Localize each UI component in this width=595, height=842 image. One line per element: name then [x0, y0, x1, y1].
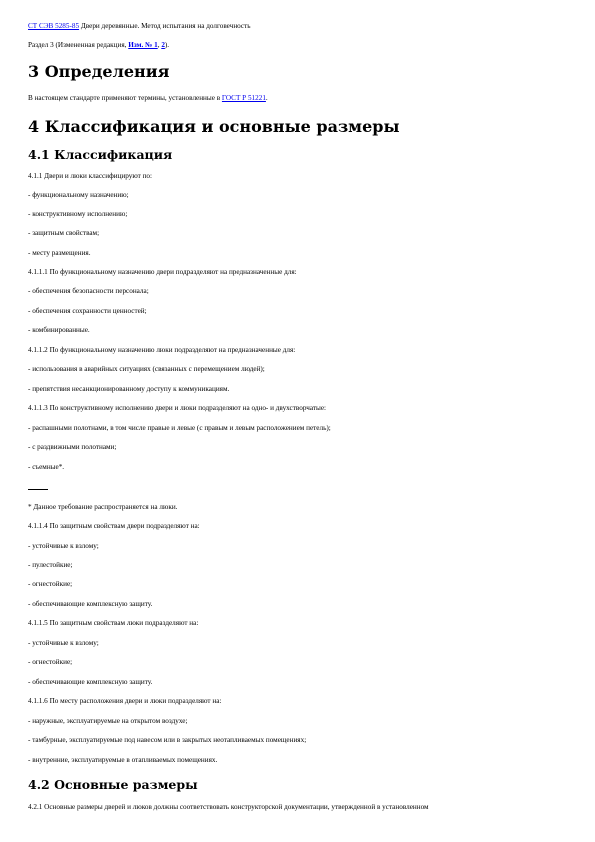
paragraph-line: - тамбурные, эксплуатируемые под навесом или в закрытых неотапливаемых помещениях; [28, 736, 307, 744]
gost-link[interactable]: ГОСТ Р 51221 [221, 94, 266, 102]
doc-reference-link[interactable]: СТ СЭВ 5285-85 [28, 22, 80, 30]
paragraph-line: 4.1.1 Двери и люки классифицируют по: [28, 172, 153, 180]
footnote: * Данное требование распространяется на люки. [28, 503, 178, 511]
section-4-heading: 4 Классификация и основные размеры [28, 117, 400, 136]
paragraph-line: 4.1.1.1 По функциональному назначению двери подразделяют на предназначенные для: [28, 268, 297, 276]
footnote-divider [28, 489, 48, 490]
amendment-separator: , [157, 41, 162, 49]
doc-reference-title: Двери деревянные. Метод испытания на долговечность [80, 22, 251, 30]
paragraph-line: - обеспечения безопасности персонала; [28, 287, 149, 295]
paragraph-line: - с раздвижными полотнами; [28, 443, 117, 451]
paragraph-line: - функциональному назначению; [28, 191, 129, 199]
paragraph-line: - использования в аварийных ситуациях (связанных с перемещением людей); [28, 365, 265, 373]
paragraph-line: - месту размещения. [28, 249, 91, 257]
paragraph-line: 4.1.1.6 По месту расположения двери и люки подразделяют на: [28, 697, 222, 705]
paragraph-line: 4.1.1.5 По защитным свойствам люки подразделяют на: [28, 619, 199, 627]
paragraph-line: - конструктивному исполнению; [28, 210, 128, 218]
section-3-heading: 3 Определения [28, 62, 170, 81]
doc-reference-line [28, 22, 571, 31]
section-3-text [28, 94, 571, 103]
paragraph-line: - устойчивые к взлому; [28, 639, 99, 647]
paragraph-line: - наружные, эксплуатируемые на открытом воздухе; [28, 717, 188, 725]
section-note-prefix: Раздел 3 (Измененная редакция, [28, 41, 129, 49]
section-3-text-suffix: . [265, 94, 268, 102]
section-note-line [28, 41, 571, 50]
paragraph-line: - внутренние, эксплуатируемые в отапливаемых помещениях. [28, 756, 218, 764]
paragraph-line: 4.1.1.4 По защитным свойствам двери подразделяют на: [28, 522, 200, 530]
paragraph-line: - защитным свойствам; [28, 229, 100, 237]
paragraph-line: - препятствия несанкционированному доступу к коммуникациям. [28, 385, 230, 393]
paragraph-line: - обеспечивающие комплексную защиту. [28, 678, 153, 686]
paragraph-line: - пулестойкие; [28, 561, 73, 569]
paragraph-line: - огнестойкие; [28, 580, 73, 588]
paragraph-line: - обеспечивающие комплексную защиту. [28, 600, 153, 608]
paragraph-line: - устойчивые к взлому; [28, 542, 99, 550]
paragraph-line: 4.1.1.3 По конструктивному исполнению двери и люки подразделяют на одно- и двухстворчатые: [28, 404, 327, 412]
paragraph-line: - распашными полотнами, в том числе правые и левые (с правым и левым расположением петель); [28, 424, 331, 432]
paragraph-line: 4.1.1.2 По функциональному назначению люки подразделяют на предназначенные для: [28, 346, 296, 354]
section-3-text-prefix: В настоящем стандарте применяют термины, установленные в [28, 94, 222, 102]
subsection-4-1-heading: 4.1 Классификация [28, 147, 173, 162]
paragraph-line: 4.2.1 Основные размеры дверей и люков должны соответствовать конструкторской документации, утвержденной в установленном [28, 803, 429, 811]
section-note-suffix: ). [164, 41, 170, 49]
subsection-4-2-heading: 4.2 Основные размеры [28, 777, 198, 792]
paragraph-line: - комбинированные. [28, 326, 90, 334]
amendment-1-link[interactable]: Изм. № 1 [128, 41, 158, 49]
paragraph-line: - съемные*. [28, 463, 65, 471]
amendment-2-link[interactable]: 2 [161, 41, 165, 49]
paragraph-line: - обеспечения сохранности ценностей; [28, 307, 147, 315]
paragraph-line: - огнестойкие; [28, 658, 73, 666]
